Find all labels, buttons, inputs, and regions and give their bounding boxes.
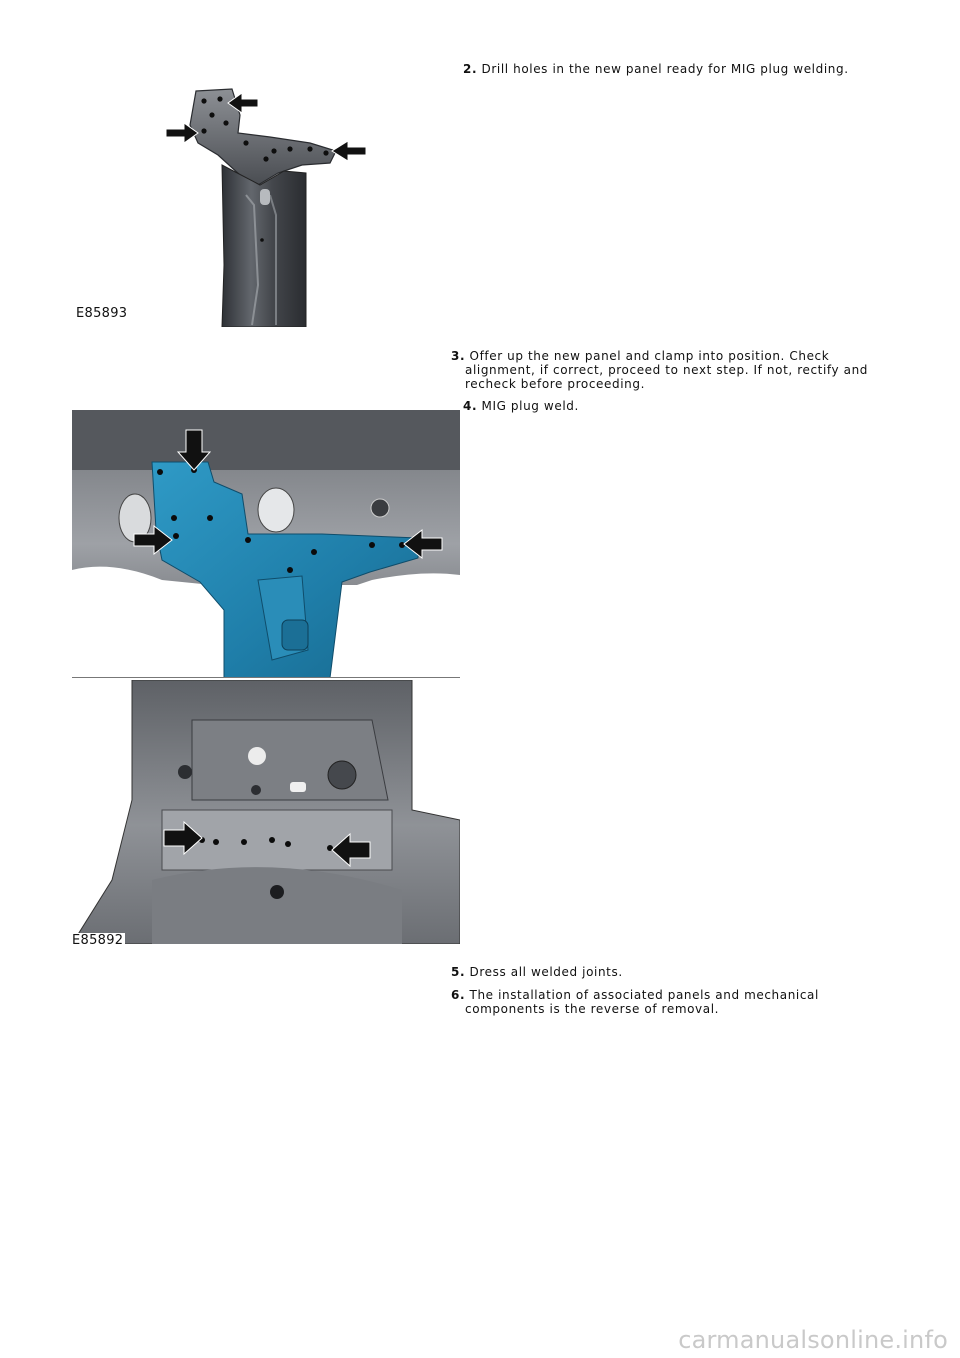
step-number: 3.	[451, 349, 466, 363]
step-4	[463, 399, 579, 413]
step-2	[463, 62, 849, 76]
step-text: components is the reverse of removal.	[465, 1002, 720, 1016]
step-text: alignment, if correct, proceed to next step. If not, rectify and	[465, 363, 868, 377]
step-6	[451, 988, 819, 1016]
step-text: The installation of associated panels and mechanical	[469, 988, 819, 1002]
figure-divider	[72, 677, 460, 678]
figure-pillar-panel	[160, 85, 370, 327]
figure-weld-front	[72, 410, 460, 678]
step-3	[451, 349, 868, 391]
figure-code: E85892	[72, 933, 124, 948]
figure-weld-rear	[72, 680, 460, 944]
step-5	[451, 965, 623, 979]
panel-bracket	[190, 89, 336, 185]
step-text: Dress all welded joints.	[469, 965, 623, 979]
step-text: Drill holes in the new panel ready for MIG plug welding.	[481, 62, 849, 76]
step-number: 2.	[463, 62, 478, 76]
step-number: 6.	[451, 988, 466, 1002]
figure-code: E85893	[76, 306, 128, 321]
step-text: recheck before proceeding.	[465, 377, 646, 391]
watermark: carmanualsonline.info	[678, 1326, 948, 1354]
step-text: MIG plug weld.	[481, 399, 579, 413]
step-number: 4.	[463, 399, 478, 413]
step-text: Offer up the new panel and clamp into position. Check	[469, 349, 830, 363]
step-number: 5.	[451, 965, 466, 979]
